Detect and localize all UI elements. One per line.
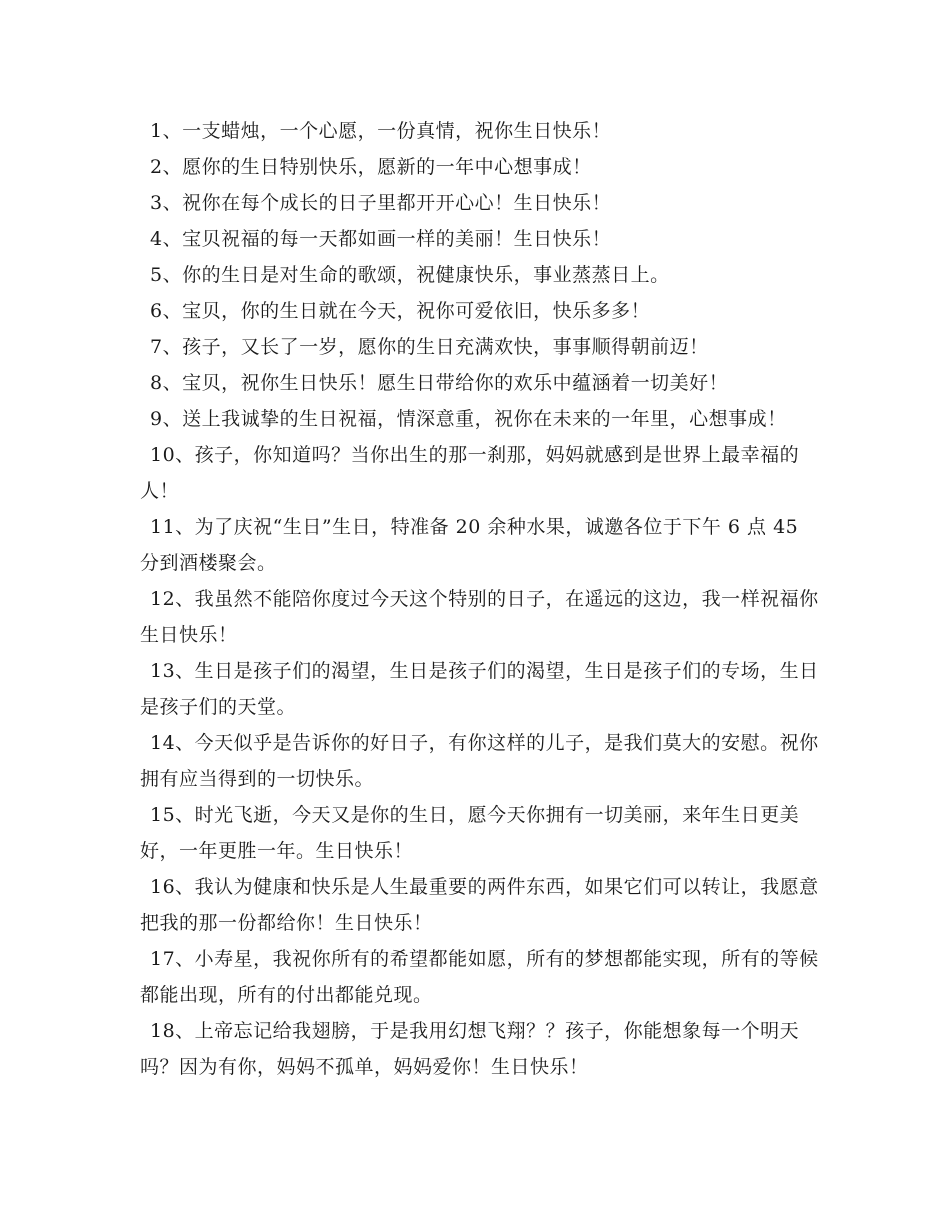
list-item: 14、今天似乎是告诉你的好日子，有你这样的儿子，是我们莫大的安慰。祝你拥有应当得到的一切快乐。: [140, 732, 819, 790]
list-item: 11、为了庆祝“生日”生日，特准备 20 余种水果，诚邀各位于下午 6 点 45 分到酒楼聚会。: [140, 516, 799, 574]
list-item: 7、孩子，又长了一岁，愿你的生日充满欢快，事事顺得朝前迈！: [150, 336, 709, 358]
list-item: 5、你的生日是对生命的歌颂，祝健康快乐，事业蒸蒸日上。: [150, 264, 670, 286]
list-item: 12、我虽然不能陪你度过今天这个特别的日子，在遥远的这边，我一样祝福你生日快乐！: [140, 588, 819, 646]
list-item: 10、孩子，你知道吗？当你出生的那一刹那，妈妈就感到是世界上最幸福的人！: [140, 444, 800, 502]
list-item: 13、生日是孩子们的渴望，生日是孩子们的渴望，生日是孩子们的专场，生日是孩子们的天堂。: [140, 660, 819, 718]
list-item: 3、祝你在每个成长的日子里都开开心心！生日快乐！: [150, 192, 612, 214]
list-item: 4、宝贝祝福的每一天都如画一样的美丽！生日快乐！: [150, 228, 612, 250]
list-item: 16、我认为健康和快乐是人生最重要的两件东西，如果它们可以转让，我愿意把我的那一份都给你！生日快乐！: [140, 876, 819, 934]
list-item: 1、一支蜡烛，一个心愿，一份真情，祝你生日快乐！: [150, 120, 612, 142]
list-item: 8、宝贝，祝你生日快乐！愿生日带给你的欢乐中蕴涵着一切美好！: [150, 372, 729, 394]
list-item: 18、上帝忘记给我翅膀，于是我用幻想飞翔？？孩子，你能想象每一个明天吗？因为有你，妈妈不孤单，妈妈爱你！生日快乐！: [140, 1020, 800, 1078]
list-item: 2、愿你的生日特别快乐，愿新的一年中心想事成！: [150, 156, 592, 178]
list-item: 15、时光飞逝，今天又是你的生日，愿今天你拥有一切美丽，来年生日更美好，一年更胜一年。生日快乐！: [140, 804, 800, 862]
list-item: 9、送上我诚挚的生日祝福，情深意重，祝你在未来的一年里，心想事成！: [150, 408, 787, 430]
document-body: [140, 113, 820, 1085]
list-item: 6、宝贝，你的生日就在今天，祝你可爱依旧，快乐多多！: [150, 300, 651, 322]
list-item: 17、小寿星，我祝你所有的希望都能如愿，所有的梦想都能实现，所有的等候都能出现，所有的付出都能兑现。: [140, 948, 819, 1006]
